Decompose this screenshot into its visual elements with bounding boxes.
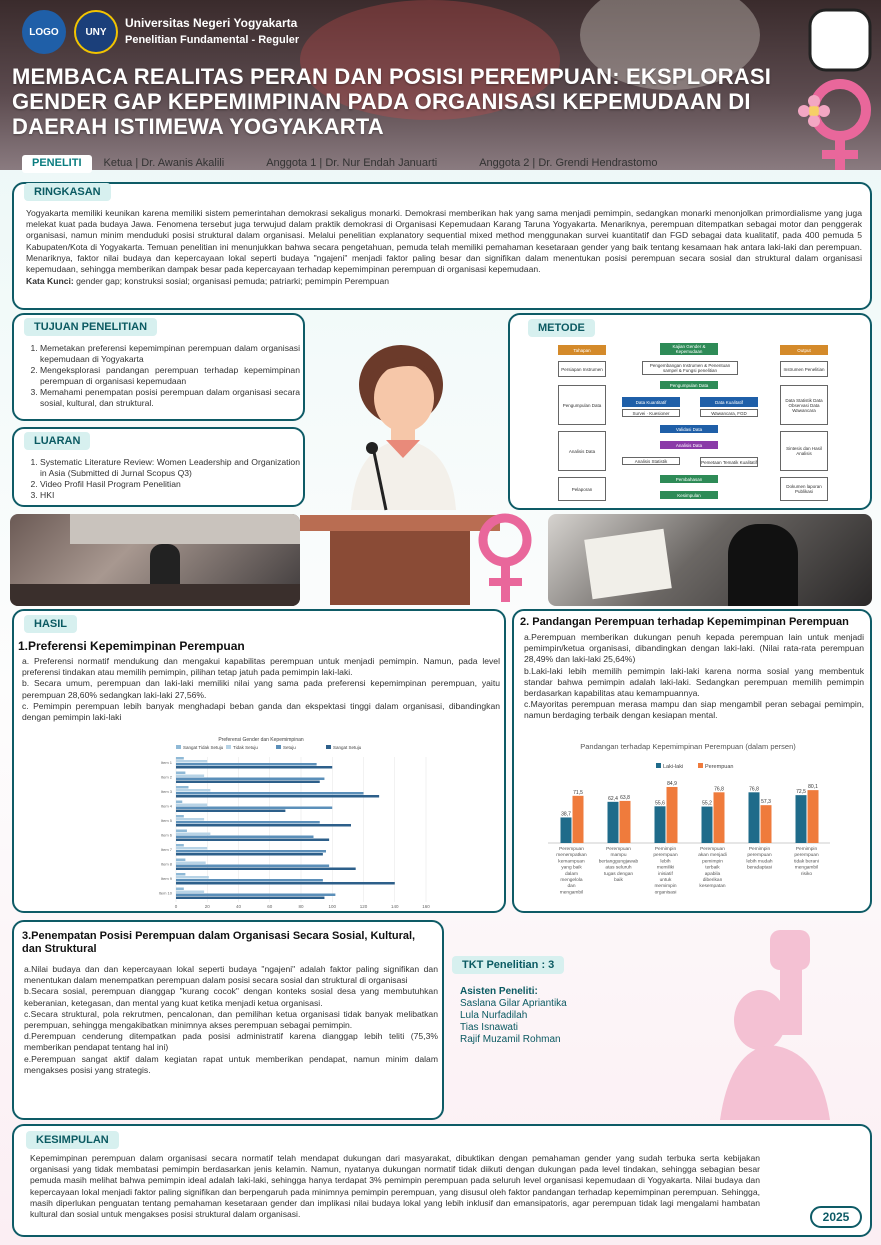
tujuan-item: 3. Memahami penempatan posisi perempuan dalam organisasi secara sosial, kultural, dan struktural.: [40, 387, 300, 409]
preferensi-heading: 1.Preferensi Kepemimpinan Perempuan: [18, 639, 245, 653]
bar: [176, 844, 184, 847]
bar: [176, 847, 207, 850]
bar: [176, 789, 210, 792]
bar: [702, 807, 713, 843]
chart-title: Preferensi Gender dan Kepemimpinan: [218, 737, 304, 743]
assistant-name: Tias Isnawati: [460, 1022, 518, 1033]
pandangan-item: b.Laki-laki lebih memilih pemimpin laki-laki karena norma sosial yang membentuk standar bahwa pemimpin adalah laki-laki. Sedangkan perempuan memilih pemimpin berdasarkan kapabilitas atau kemampuannya.: [524, 665, 864, 699]
bar: [176, 772, 185, 775]
penempatan-section: [12, 920, 444, 1120]
category-label: Perempuan: [606, 847, 631, 852]
legend-swatch: [326, 745, 331, 749]
category-label: diberikan: [702, 878, 723, 883]
pandangan-section: [512, 609, 872, 913]
category-label: risiko: [800, 871, 813, 877]
bar: [176, 888, 184, 891]
bar: [176, 815, 184, 818]
metode-center-step: Wawancara, FGD: [700, 409, 758, 417]
category-label: Item 6: [160, 832, 172, 838]
researcher-anggota-2: Anggota 2 | Dr. Grendi Hendrastomo: [479, 157, 658, 169]
category-label: Item 9: [160, 876, 172, 881]
category-label: mengambil: [794, 865, 819, 871]
bar: [176, 775, 204, 778]
metode-center-step: Pengumpulan Data: [660, 381, 718, 389]
chart-title: Pandangan terhadap Kepemimpinan Perempuan (dalam persen): [580, 742, 796, 751]
metode-right-step: Sintesis dan Hasil Analisis: [780, 431, 828, 471]
category-label: lebih mudah: [746, 859, 773, 865]
category-label: Item 5: [160, 818, 172, 823]
category-label: akan menjadi: [698, 853, 727, 859]
luaran-title: LUARAN: [24, 432, 90, 450]
bar: [667, 787, 678, 843]
category-label: Item 1: [160, 760, 172, 765]
bar: [176, 850, 326, 853]
bar: [176, 792, 364, 795]
tujuan-section: [12, 313, 305, 421]
category-label: terbaik: [705, 865, 720, 871]
hasil-title: HASIL: [24, 615, 77, 633]
metode-center-step: Analisis Data: [660, 441, 718, 449]
pandangan-chart: [538, 739, 838, 913]
category-label: inisiatif: [658, 871, 673, 877]
tick-label: 40: [235, 904, 242, 909]
category-label: Pemimpin: [654, 847, 677, 852]
bar: [749, 792, 760, 843]
keywords: [26, 276, 862, 287]
data-label: 76,8: [749, 786, 759, 793]
metode-right-step: Dokumen laporan Publikasi: [780, 477, 828, 501]
ministry-logo: LOGO: [22, 10, 66, 54]
pandangan-heading: 2. Pandangan Perempuan terhadap Kepemimpinan Perempuan: [520, 616, 849, 628]
data-label: 71,5: [573, 789, 583, 796]
bar: [176, 824, 351, 827]
bar: [176, 778, 324, 781]
category-label: perempuan: [653, 853, 678, 859]
metode-right-head: Output: [780, 345, 828, 355]
data-label: 72,5: [796, 789, 806, 796]
participant-figure: [728, 524, 798, 606]
legend-label: Tidak Setuju: [233, 745, 258, 750]
hasil-item: a. Preferensi normatif mendukung dan mengakui kapabilitas perempuan untuk menjadi pemimpin. Namun, pada level preferensi tindakan atau memilih pemimpin, pilihan tetap jatuh pada pemimpin laki-laki.: [22, 656, 500, 678]
bar: [176, 757, 184, 760]
data-label: 57,3: [761, 799, 771, 806]
category-label: beradaptasi: [746, 865, 773, 871]
bar: [176, 882, 395, 885]
bar: [176, 865, 329, 868]
metode-center-step: Pembahasan: [660, 475, 718, 483]
bar: [561, 817, 572, 843]
penempatan-heading: 3.Penempatan Posisi Perempuan dalam Organisasi Secara Sosial, Kultural, dan Struktural: [22, 930, 416, 955]
category-label: Item 2: [160, 774, 172, 780]
activity-photo-left: [10, 514, 300, 606]
legend-label: Sangat Setuju: [333, 745, 362, 750]
uny-logo: UNY: [74, 10, 118, 54]
category-label: organisasi: [654, 890, 677, 896]
category-label: menempatkan: [556, 853, 587, 859]
category-label: perempuan: [747, 853, 772, 859]
bar: [176, 766, 332, 769]
category-label: memimpin: [654, 884, 677, 890]
tkt-label: TKT Penelitian : 3: [452, 956, 564, 974]
keywords-label: Kata Kunci:: [26, 276, 74, 287]
projection-screen: [70, 514, 300, 544]
metode-left-head: Tahapan: [558, 345, 606, 355]
luaran-item: 3. HKI: [40, 490, 300, 501]
assistants-block: [460, 986, 650, 1046]
legend-swatch: [226, 745, 231, 749]
bar: [176, 760, 207, 763]
bar: [655, 806, 666, 843]
tick-label: 60: [267, 904, 273, 909]
tick-label: 80: [298, 904, 304, 909]
pandangan-item: c.Mayoritas perempuan merasa mampu dan siap mengambil peran sebagai pemimpin, namun berdaging terbaik dengan kesiapan mental.: [524, 699, 864, 721]
ringkasan-title: RINGKASAN: [24, 183, 111, 201]
category-label: atas seluruh: [605, 865, 632, 871]
metode-center-step: Survei · Kuesioner: [622, 409, 680, 417]
kesimpulan-text: Kepemimpinan perempuan dalam organisasi secara normatif telah mendapat dukungan dari masyarakat, dibuktikan dengan pemahaman gender yang sudah terbuka serta kebijakan organisasi yang tidak membatasi pemimpin berdasarkan jenis kelamin. Namun, nyatanya dukungan normatif tidak diikuti dengan dukungan pada level tindakan, sehingga sebagian besar pemuda masih melihat bahwa pemimpin ideal adalah laki-laki, sehingga hanya terdapat 3% pemimpin perempuan pada seluruh level organisasi kepemudaan di Yogyakarta. Nilai budaya dan kepercayaan lokal menjadi faktor paling signifikan dan berpengaruh pada minimnya pemimpin perempuan, yang disusul oleh faktor pandangan terhadap kepemimpinan perempuan. Sehingga, masih diperlukan penguatan tentang pemahaman kesetaraan gender dan implikasi nilai budaya lokal yang lebih inklusif dan emansipatoris, agar perempuan tidak lagi mengalami hambatan kultural dan sosial untuk mengakses posisi struktural dalam organisasi.: [30, 1153, 760, 1220]
ringkasan-text: Yogyakarta memiliki keunikan karena memiliki sistem pemerintahan demokrasi sekaligus monarki. Demokrasi memberikan hak yang sama menjadi pemimpin, sedangkan monarki menonjolkan primordialisme yang juga melekat kuat pada budaya Jawa. Fenomena tersebut juga terwujud dalam praktik demokrasi di Organisasi Kepemudaan Karang Taruna Yogyakarta. Menariknya, perempuan ditempatkan sebagai motor dan penggerak organisasi, namun minim menduduki posisi struktural dalam organisasi. Melalui penelitian explanatory sequential mixed method menggunakan survei kuantitatif dan FGD sebagai data kualitatif, pada 400 pemuda 5 Kabupaten/Kota di Yogyakarta. Temuan penelitian ini menunjukkan bahwa secara pengetahuan, pemuda telah memiliki pemahaman kesetaraan gender yang baik tentang kesamaan hak antara laki-laki dan perempuan. Menariknya, faktor nilai budaya dan kepercayaan lokal seperti budaya "ngajeni" menjadi faktor paling besar dan signifikan dalam menentukan posisi perempuan secara sosial dan struktural dalam organisasi kepemudaan, sehingga memberikan dampak besar pada kepercayaan terhadap kepemimpinan perempuan di organisasi kepemudaan.: [26, 208, 862, 275]
bar: [176, 810, 285, 813]
tick-label: 140: [390, 904, 399, 909]
data-label: 84,9: [667, 780, 677, 787]
kesimpulan-title: KESIMPULAN: [26, 1131, 119, 1149]
category-label: Item 8: [160, 861, 172, 867]
category-label: mengambil: [559, 890, 584, 896]
category-label: Item 3: [160, 789, 172, 794]
woman-speaker-illustration: [296, 340, 508, 520]
tick-label: 100: [328, 904, 337, 909]
category-label: tidak berani: [794, 859, 819, 865]
tick-label: 160: [422, 904, 430, 909]
researcher-anggota-1: Anggota 1 | Dr. Nur Endah Januarti: [266, 157, 438, 169]
metode-center-step: Pemetaan Tematik Kualitatif: [700, 457, 758, 467]
data-label: 63,8: [620, 794, 630, 801]
category-label: kesempatan: [699, 884, 726, 890]
bar: [176, 862, 206, 865]
hasil-item: b. Secara umum, perempuan dan laki-laki memiliki nilai yang sama pada preferensi kepemimpinan perempuan, yaitu perempuan 28,60% sedangkan laki-laki 27,56%.: [22, 678, 500, 700]
metode-center-step: Analisis Statistik: [622, 457, 680, 465]
penempatan-item: b.Secara sosial, perempuan dianggap "kurang cocok" dengan konteks sosial desa yang membutuhkan keberanian, ketegasan, dan mental yang kuat ketika menjadi ketua organisasi.: [24, 986, 438, 1008]
bar: [176, 853, 323, 856]
paper-sheet: [584, 529, 672, 600]
bar: [176, 894, 335, 897]
header-banner: [0, 0, 881, 170]
metode-left-step: Pelaporan: [558, 477, 606, 501]
ringkasan-section: [12, 182, 872, 310]
bar: [176, 801, 182, 804]
metode-center-step: Data Kualitatif: [700, 397, 758, 407]
legend-label: Sangat Tidak Setuju: [183, 745, 224, 750]
legend-label: Laki-laki: [663, 764, 684, 770]
bar: [176, 873, 185, 876]
penempatan-item: e.Perempuan sangat aktif dalam kegiatan rapat untuk memberikan pendapat, namun minim dalam mengakses posisi yang strategis.: [24, 1053, 438, 1075]
bar: [176, 807, 332, 810]
penempatan-item: c.Secara struktural, pola rekrutmen, pencalonan, dan pemilihan ketua organisasi tidak banyak melibatkan perempuan, sehingga mengakibatkan minimnya akses perempuan sebagai pemimpin.: [24, 1008, 438, 1031]
bar: [176, 897, 324, 900]
bar: [796, 795, 807, 843]
tujuan-item: 2. Mengeksplorasi pandangan perempuan terhadap kepemimpinan perempuan di organisasi kepemudaan: [40, 365, 300, 387]
bar: [808, 790, 819, 843]
category-label: kemampuan: [558, 859, 585, 865]
bar: [176, 795, 379, 798]
metode-center-step: Kesimpulan: [660, 491, 718, 499]
category-label: Pemimpin: [748, 847, 771, 852]
metode-center-step: Pengembangan Instrumen & Penentuan sampel & Fungsi penelitian: [642, 361, 738, 375]
audience: [10, 584, 300, 606]
bar: [714, 792, 725, 843]
legend-swatch: [698, 763, 703, 768]
luaran-item: 2. Video Profil Hasil Program Penelitian: [40, 479, 300, 490]
bar: [176, 839, 329, 842]
bar: [176, 859, 185, 862]
tujuan-title: TUJUAN PENELITIAN: [24, 318, 157, 336]
kesimpulan-section: [12, 1124, 872, 1237]
researchers-label: PENELITI: [22, 155, 92, 173]
bar: [176, 879, 323, 882]
legend-label: Setuju: [283, 745, 296, 750]
category-label: tugas dengan: [603, 871, 634, 877]
category-label: memiliki: [656, 865, 675, 871]
bar: [176, 781, 320, 784]
female-fist-icon: [790, 0, 881, 170]
metode-left-step: Pengumpulan Data: [558, 385, 606, 425]
metode-center-step: Validasi Data: [660, 425, 718, 433]
flower-icon: [798, 95, 830, 127]
female-symbol-icon: [470, 510, 540, 606]
metode-right-step: Instrumen Penelitian: [780, 361, 828, 377]
metode-left-step: Analisis Data: [558, 431, 606, 471]
hasil-section: [12, 609, 506, 913]
bar: [176, 876, 209, 879]
bar: [608, 802, 619, 843]
woman-fist-silhouette: [650, 920, 875, 1120]
assistant-name: Rajif Muzamil Rohman: [460, 1034, 561, 1045]
bar: [176, 868, 356, 871]
metode-left-step: Persiapan Instrumen: [558, 361, 606, 377]
researcher-ketua: Ketua | Dr. Awanis Akalili: [103, 157, 225, 169]
preferensi-chart: [26, 731, 496, 909]
bar: [176, 818, 204, 821]
legend-swatch: [176, 745, 181, 749]
keywords-value: gender gap; konstruksi sosial; organisasi pemuda; patriarki; pemimpin Perempuan: [76, 276, 390, 287]
bar: [176, 804, 207, 807]
legend-swatch: [276, 745, 281, 749]
penempatan-item: a.Nilai budaya dan dan kepercayaan lokal seperti budaya "ngajeni" adalah faktor paling signifikan dan menentukan dalam menempatkan perempuan dalam posisi secara sosial dan struktural di organisasi: [24, 964, 438, 986]
category-label: Pemimpin: [795, 847, 818, 852]
category-label: perempuan: [794, 853, 819, 859]
category-label: pemimpin: [702, 859, 723, 865]
data-label: 76,8: [714, 786, 724, 793]
page-title: MEMBACA REALITAS PERAN DAN POSISI PEREMPUAN: EKSPLORASI GENDER GAP KEPEMIMPINAN PADA ORGANISASI KEPEMUDAAN DI DAERAH ISTIMEWA YOGYAKARTA: [12, 64, 772, 139]
legend-label: Perempuan: [705, 764, 734, 770]
category-label: lebih: [660, 859, 671, 865]
bar: [620, 801, 631, 843]
bar: [761, 805, 772, 843]
bar: [573, 796, 584, 843]
penempatan-item: d.Perempuan cenderung ditempatkan pada posisi administratif karena dianggap lebih teliti (75,3% memberikan pendapat tentang hal ini): [24, 1031, 438, 1053]
bar: [176, 891, 204, 894]
category-label: baik: [614, 878, 623, 883]
data-label: 55,2: [702, 800, 712, 807]
year-badge: 2025: [810, 1206, 862, 1228]
category-label: yang baik: [561, 865, 582, 871]
bar: [176, 836, 314, 839]
assistant-name: Lula Nurfadilah: [460, 1010, 528, 1021]
metode-section: [508, 313, 872, 510]
hasil-item: c. Pemimpin perempuan lebih banyak menghadapi beban ganda dan ekspektasi tinggi dalam organisasi, dibandingkan dengan pemimpin laki-laki: [22, 700, 500, 723]
category-label: Item 7: [160, 847, 172, 852]
luaran-item: 1. Systematic Literature Review: Women Leadership and Organization in Asia (Submitted di Jurnal Scopus Q3): [40, 457, 300, 479]
category-label: Item 4: [160, 803, 172, 809]
university-name: Universitas Negeri Yogyakarta: [125, 16, 298, 30]
assistant-name: Saslana Gilar Apriantika: [460, 998, 567, 1009]
researchers-bar: [22, 155, 700, 173]
tick-label: 0: [174, 904, 178, 909]
metode-right-step: Data Statistik Data Observasi Data Wawancara: [780, 385, 828, 425]
category-label: dalam: [564, 871, 579, 877]
tujuan-item: 1. Memetakan preferensi kepemimpinan perempuan dalam organisasi kepemudaan di Yogyakarta: [40, 343, 300, 365]
category-label: mampu: [610, 853, 627, 859]
metode-center-step: Kajian Gender & Kepemudaan: [660, 343, 718, 355]
bar: [176, 786, 189, 789]
activity-photo-right: [548, 514, 872, 606]
assistants-label: Asisten Peneliti:: [460, 986, 538, 997]
pandangan-item: a.Perempuan memberikan dukungan penuh kepada perempuan lain untuk menjadi pemimpin/ketua organisasi, dibandingkan dengan laki-laki. (Nilai rata-rata perempuan 28,49% dan laki-laki 25,64%): [524, 632, 864, 665]
data-label: 62,4: [608, 795, 618, 802]
data-label: 38,7: [561, 811, 571, 818]
category-label: untuk: [659, 878, 672, 883]
data-label: 80,1: [808, 784, 818, 791]
category-label: mengelola: [560, 878, 583, 883]
bar: [176, 833, 210, 836]
bar: [176, 763, 317, 766]
category-label: Perempuan: [559, 847, 584, 852]
program-name: Penelitian Fundamental - Reguler: [125, 34, 300, 46]
metode-title: METODE: [528, 319, 595, 337]
tick-label: 20: [204, 904, 210, 909]
tick-label: 120: [359, 904, 368, 909]
luaran-section: [12, 427, 305, 507]
category-label: dan: [567, 884, 576, 890]
bar: [176, 830, 187, 833]
bar: [176, 821, 320, 824]
category-label: bertanggungjawab: [598, 859, 639, 865]
category-label: Perempuan: [700, 847, 725, 852]
category-label: Item 10: [158, 890, 172, 896]
metode-center-step: Data Kuantitatif: [622, 397, 680, 407]
data-label: 55,6: [655, 800, 665, 807]
category-label: apabila: [704, 871, 721, 877]
legend-swatch: [656, 763, 661, 768]
